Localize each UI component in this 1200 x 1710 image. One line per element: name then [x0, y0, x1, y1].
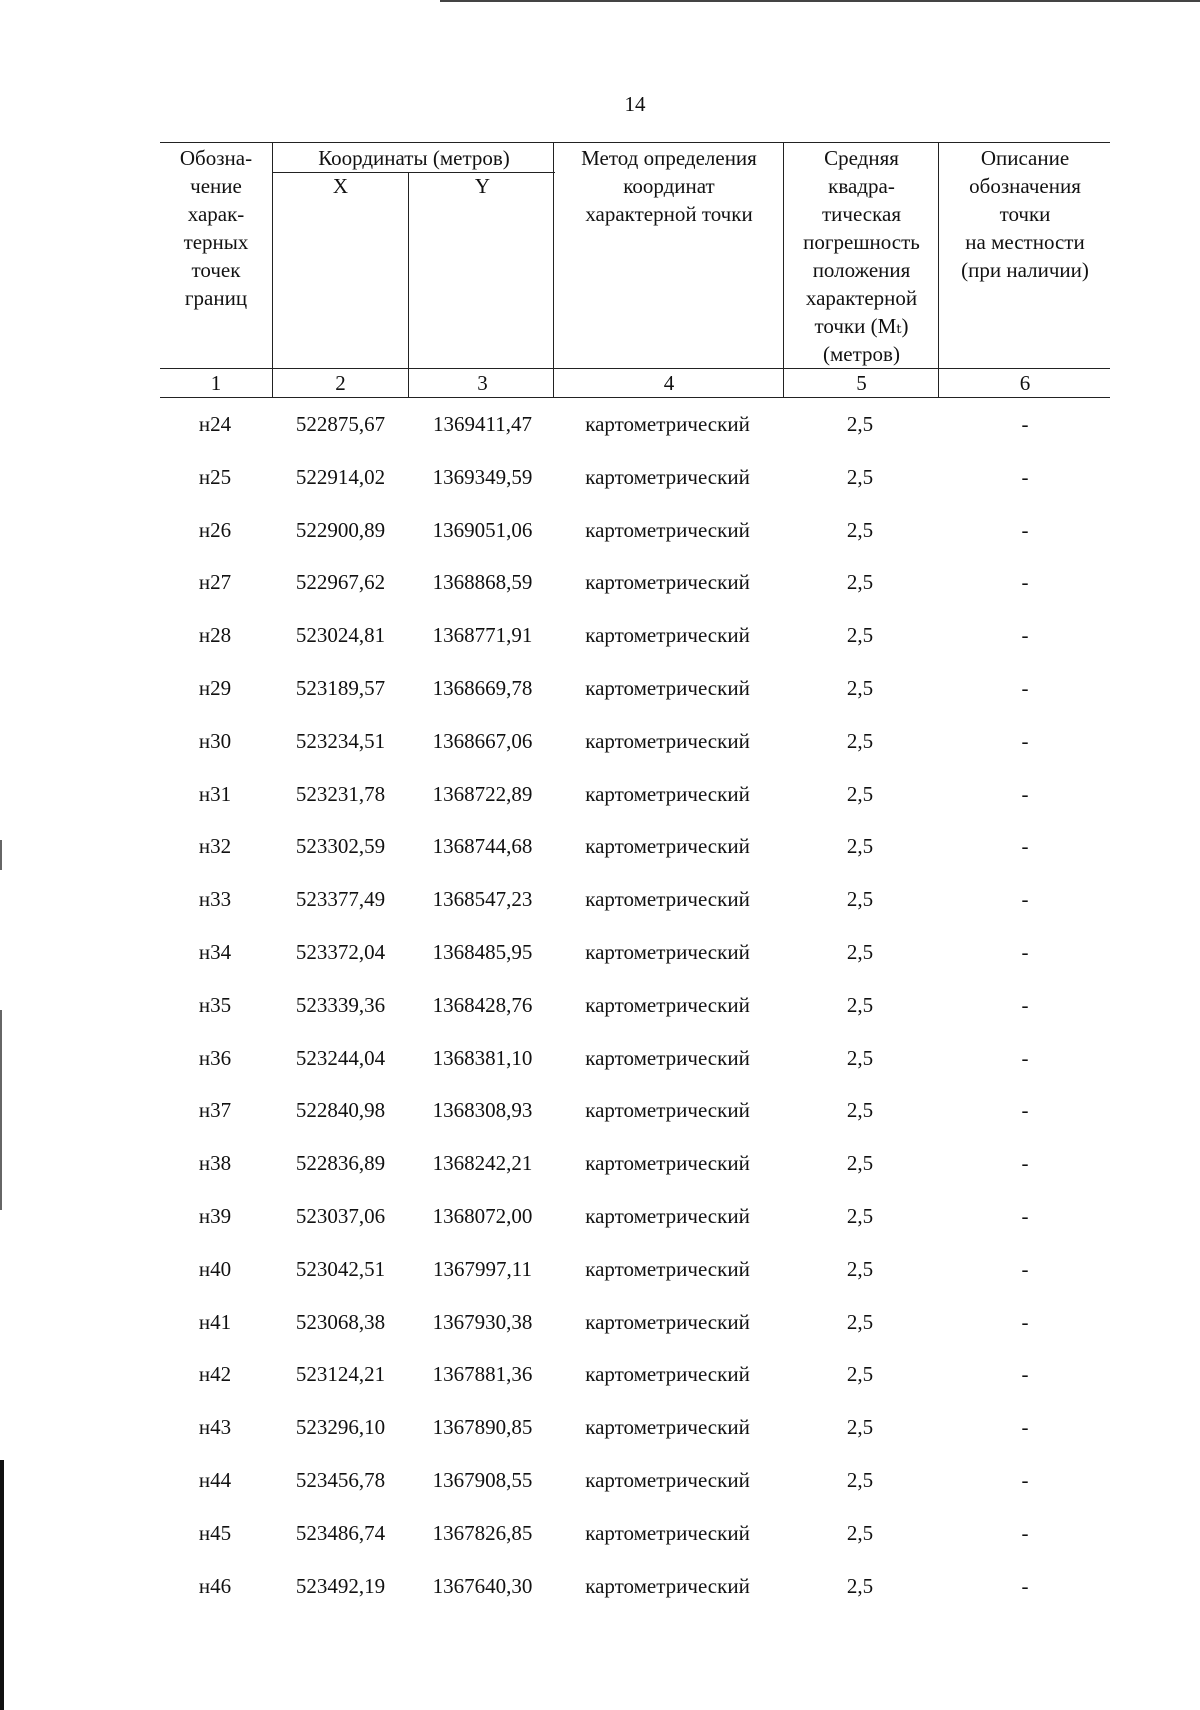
table-row: [0, 1043, 1200, 1073]
scan-edge-top: [440, 0, 1200, 2]
cell-x: 523377,49: [295, 887, 386, 912]
cell-x: 523302,59: [295, 834, 386, 859]
cell-method: картометрический: [585, 570, 750, 595]
table-row: [0, 515, 1200, 545]
cell-desc: -: [1021, 992, 1029, 1017]
cell-y: 1368381,10: [432, 1045, 533, 1070]
cell-desc: -: [1021, 1415, 1029, 1440]
table-row: [0, 1307, 1200, 1337]
column-number: 5: [856, 371, 867, 395]
table-row: [0, 1095, 1200, 1125]
cell-id: н34: [198, 940, 232, 964]
column-number: 6: [1019, 371, 1031, 395]
header-divider: [783, 142, 784, 397]
cell-id: н42: [198, 1362, 232, 1387]
cell-error: 2,5: [846, 1151, 874, 1176]
header-x: X: [332, 174, 349, 198]
cell-y: 1367890,85: [432, 1415, 533, 1440]
cell-x: 523042,51: [295, 1256, 386, 1281]
cell-method: картометрический: [585, 623, 750, 648]
header-point-designation: Обозна- чение харак- терных точек границ: [179, 146, 253, 310]
table-row: [0, 620, 1200, 650]
cell-id: н27: [198, 570, 232, 595]
header-description: Описание обозначения точки на местности (при наличии): [961, 146, 1089, 282]
cell-y: 1369349,59: [432, 464, 533, 489]
table-row: [0, 1571, 1200, 1601]
header-y: Y: [474, 174, 491, 198]
header-coordinates: Координаты (метров): [318, 146, 510, 170]
cell-error: 2,5: [846, 623, 874, 648]
cell-x: 523339,36: [295, 992, 386, 1017]
cell-y: 1368072,00: [432, 1204, 533, 1228]
cell-method: картометрический: [585, 1309, 750, 1334]
cell-error: 2,5: [846, 728, 874, 753]
cell-y: 1367930,38: [432, 1309, 533, 1334]
cell-method: картометрический: [585, 1204, 750, 1228]
cell-error: 2,5: [846, 464, 874, 489]
table-top-border: [160, 142, 1110, 143]
cell-method: картометрический: [585, 1045, 750, 1070]
cell-desc: -: [1021, 1573, 1029, 1598]
column-number: 4: [663, 371, 675, 395]
cell-error: 2,5: [846, 1573, 874, 1598]
table-row: [0, 831, 1200, 861]
table-row: [0, 1412, 1200, 1442]
cell-id: н37: [198, 1098, 232, 1123]
cell-method: картометрический: [585, 781, 750, 806]
cell-error: 2,5: [846, 570, 874, 595]
cell-y: 1368771,91: [432, 623, 533, 648]
cell-error: 2,5: [846, 1520, 874, 1545]
cell-error: 2,5: [846, 1256, 874, 1281]
cell-method: картометрический: [585, 992, 750, 1017]
cell-id: н30: [198, 728, 232, 753]
cell-error: 2,5: [846, 1309, 874, 1334]
cell-method: картометрический: [585, 676, 750, 700]
cell-desc: -: [1021, 1045, 1029, 1070]
cell-id: н41: [198, 1309, 232, 1334]
cell-desc: -: [1021, 1098, 1029, 1123]
cell-y: 1369411,47: [433, 412, 532, 436]
cell-y: 1367826,85: [432, 1520, 533, 1545]
cell-method: картометрический: [585, 728, 750, 753]
cell-error: 2,5: [846, 992, 874, 1017]
cell-error: 2,5: [846, 1468, 874, 1492]
cell-y: 1368667,06: [432, 728, 533, 753]
cell-method: картометрический: [585, 1415, 750, 1440]
cell-desc: -: [1021, 1309, 1029, 1334]
cell-id: н38: [198, 1151, 232, 1176]
cell-x: 523189,57: [295, 676, 386, 700]
cell-x: 523372,04: [295, 940, 386, 964]
cell-desc: -: [1021, 570, 1029, 595]
cell-y: 1367881,36: [432, 1362, 533, 1387]
cell-x: 523492,19: [295, 1573, 386, 1598]
cell-id: н45: [198, 1520, 232, 1545]
table-row: [0, 990, 1200, 1020]
column-number: 1: [210, 371, 222, 395]
cell-x: 523486,74: [295, 1520, 386, 1545]
table-row: [0, 726, 1200, 756]
table-row: [0, 884, 1200, 914]
cell-error: 2,5: [846, 1204, 874, 1228]
table-row: [0, 462, 1200, 492]
cell-id: н43: [198, 1415, 232, 1440]
cell-error: 2,5: [846, 517, 874, 542]
cell-desc: -: [1021, 1468, 1029, 1492]
cell-id: н44: [198, 1468, 232, 1492]
cell-x: 523456,78: [295, 1468, 386, 1492]
table-row: [0, 779, 1200, 809]
cell-id: н25: [198, 464, 232, 489]
header-error: Средняя квадра- тическая погрешность положения характерной точки (Mₜ) (метров): [803, 146, 920, 366]
cell-desc: -: [1021, 1256, 1029, 1281]
cell-method: картометрический: [585, 412, 750, 436]
table-row: [0, 567, 1200, 597]
cell-x: 522875,67: [295, 412, 386, 436]
cell-x: 523068,38: [295, 1309, 386, 1334]
cell-method: картометрический: [585, 1362, 750, 1387]
table-row: [0, 937, 1200, 967]
cell-id: н32: [198, 834, 232, 859]
cell-desc: -: [1021, 834, 1029, 859]
cell-y: 1368242,21: [432, 1151, 533, 1176]
cell-desc: -: [1021, 623, 1029, 648]
cell-id: н35: [198, 992, 232, 1017]
cell-y: 1367997,11: [433, 1256, 532, 1281]
cell-method: картометрический: [585, 887, 750, 912]
cell-y: 1368669,78: [432, 676, 533, 700]
table-row: [0, 1148, 1200, 1178]
table-row: [0, 1201, 1200, 1231]
header-divider: [408, 172, 409, 397]
cell-id: н39: [198, 1204, 232, 1228]
table-row: [0, 409, 1200, 439]
cell-id: н33: [198, 887, 232, 912]
cell-x: 523244,04: [295, 1045, 386, 1070]
cell-y: 1368722,89: [432, 781, 533, 806]
cell-desc: -: [1021, 1204, 1029, 1228]
cell-desc: -: [1021, 517, 1029, 542]
cell-x: 523231,78: [295, 781, 386, 806]
cell-method: картометрический: [585, 834, 750, 859]
cell-error: 2,5: [846, 1098, 874, 1123]
cell-method: картометрический: [585, 517, 750, 542]
header-divider: [938, 142, 939, 397]
page-number: 14: [624, 92, 646, 116]
cell-method: картометрический: [585, 1468, 750, 1492]
cell-id: н29: [198, 676, 232, 700]
cell-x: 523296,10: [295, 1415, 386, 1440]
cell-error: 2,5: [846, 1415, 874, 1440]
cell-error: 2,5: [846, 781, 874, 806]
cell-x: 522900,89: [295, 517, 386, 542]
cell-error: 2,5: [846, 1362, 874, 1387]
cell-x: 522836,89: [295, 1151, 386, 1176]
cell-y: 1367908,55: [432, 1468, 533, 1492]
cell-y: 1368744,68: [432, 834, 533, 859]
cell-method: картометрический: [585, 464, 750, 489]
cell-desc: -: [1021, 887, 1029, 912]
cell-y: 1368547,23: [432, 887, 533, 912]
cell-desc: -: [1021, 1520, 1029, 1545]
cell-id: н24: [198, 412, 232, 436]
cell-error: 2,5: [846, 676, 874, 700]
cell-x: 523024,81: [295, 623, 386, 648]
cell-y: 1367640,30: [432, 1573, 533, 1598]
cell-y: 1369051,06: [432, 517, 533, 542]
column-number: 2: [335, 371, 346, 395]
cell-x: 522967,62: [295, 570, 386, 595]
cell-desc: -: [1021, 1151, 1029, 1176]
cell-y: 1368308,93: [432, 1098, 533, 1123]
cell-method: картометрический: [585, 1520, 750, 1545]
cell-desc: -: [1021, 412, 1029, 436]
cell-id: н31: [198, 781, 232, 806]
table-row: [0, 1359, 1200, 1389]
cell-method: картометрический: [585, 940, 750, 964]
cell-desc: -: [1021, 676, 1029, 700]
cell-id: н46: [198, 1573, 232, 1598]
cell-x: 523124,21: [295, 1362, 386, 1387]
cell-method: картометрический: [585, 1098, 750, 1123]
cell-y: 1368485,95: [432, 940, 533, 964]
cell-desc: -: [1021, 464, 1029, 489]
cell-x: 522914,02: [295, 464, 386, 489]
cell-x: 522840,98: [295, 1098, 386, 1123]
cell-error: 2,5: [846, 887, 874, 912]
table-row: [0, 1254, 1200, 1284]
cell-error: 2,5: [846, 834, 874, 859]
cell-method: картометрический: [585, 1256, 750, 1281]
cell-method: картометрический: [585, 1573, 750, 1598]
cell-method: картометрический: [585, 1151, 750, 1176]
header-bottom-border: [160, 368, 1110, 369]
cell-desc: -: [1021, 1362, 1029, 1387]
table-row: [0, 1465, 1200, 1495]
cell-id: н26: [198, 517, 232, 542]
cell-desc: -: [1021, 728, 1029, 753]
table-row: [0, 1518, 1200, 1548]
cell-y: 1368428,76: [432, 992, 533, 1017]
cell-error: 2,5: [846, 1045, 874, 1070]
column-number: 3: [477, 371, 488, 395]
header-method: Метод определения координат характерной точки: [581, 146, 757, 226]
table-row: [0, 673, 1200, 703]
column-numbers-border: [160, 397, 1110, 398]
cell-desc: -: [1021, 781, 1029, 806]
cell-error: 2,5: [846, 412, 874, 436]
cell-id: н40: [198, 1256, 232, 1281]
cell-error: 2,5: [846, 940, 874, 964]
cell-desc: -: [1021, 940, 1029, 964]
cell-x: 523037,06: [295, 1204, 386, 1228]
cell-y: 1368868,59: [432, 570, 533, 595]
cell-id: н36: [198, 1045, 232, 1070]
cell-id: н28: [198, 623, 232, 648]
cell-x: 523234,51: [295, 728, 386, 753]
